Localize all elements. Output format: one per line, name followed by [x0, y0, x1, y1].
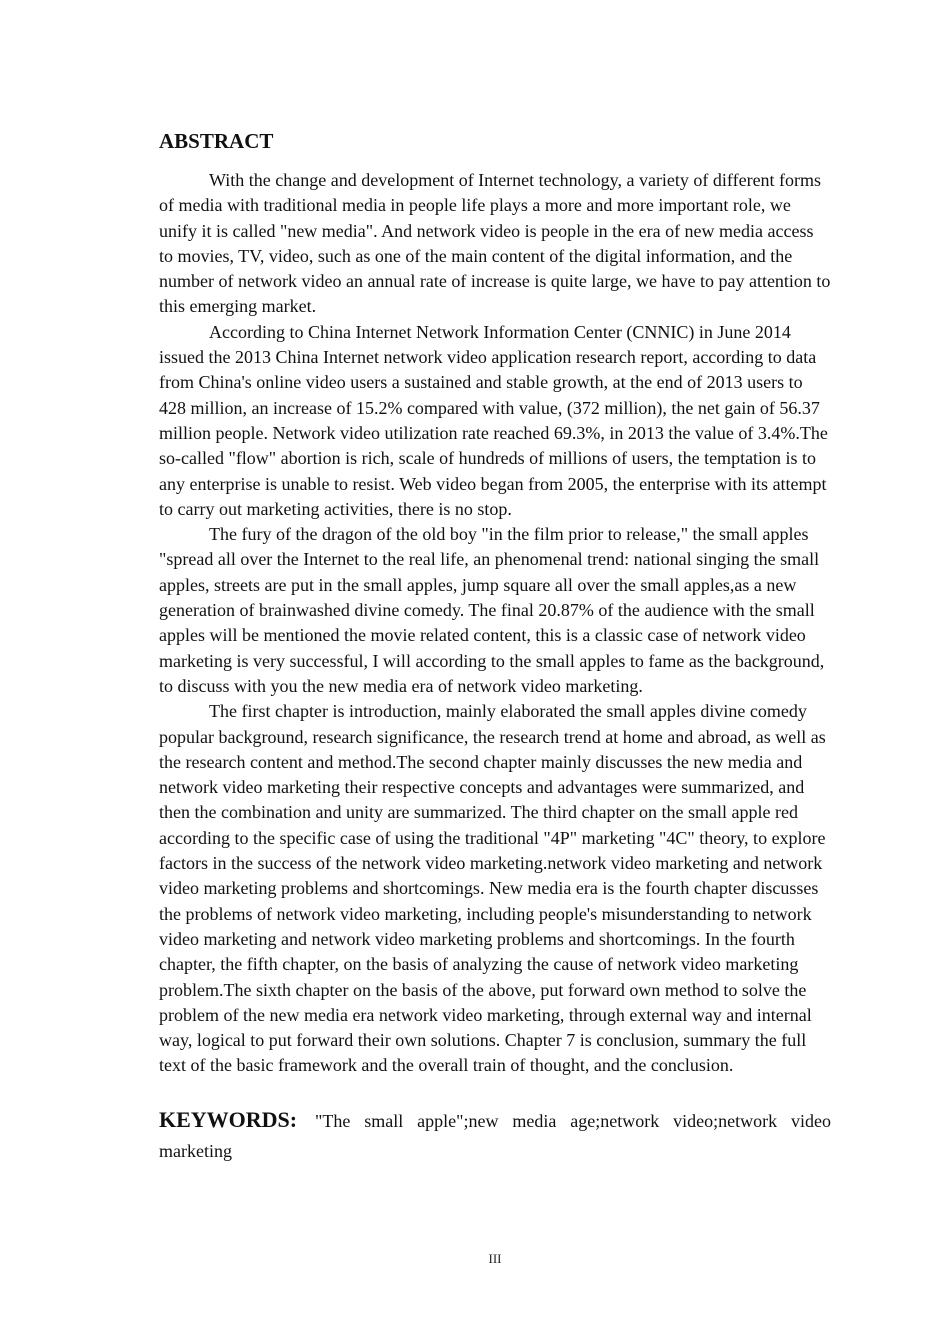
- keywords-section: [159, 1105, 831, 1166]
- abstract-paragraph-4: The first chapter is introduction, mainly elaborated the small apples divine comedy popular background, research significance, the research trend at home and abroad, as well as the research content and method.The second chapter mainly discusses the new media and network video marketing their respective concepts and advantages were summarized, and then the combination and unity are summarized. The third chapter on the small apple red according to the specific case of using the traditional "4P" marketing "4C" theory, to explore factors in the success of the network video marketing.network video marketing and network video marketing problems and shortcomings. New media era is the fourth chapter discusses the problems of network video marketing, including people's misunderstanding to network video marketing and network video marketing problems and shortcomings. In the fourth chapter, the fifth chapter, on the basis of analyzing the cause of network video marketing problem.The sixth chapter on the basis of the above, put forward own method to solve the problem of the new media era network video marketing, through external way and internal way, logical to put forward their own solutions. Chapter 7 is conclusion, summary the full text of the basic framework and the overall train of thought, and the conclusion.: [159, 701, 826, 1076]
- abstract-page: [159, 128, 831, 1166]
- abstract-paragraph-1: With the change and development of Internet technology, a variety of different forms of media with traditional media in people life plays a more and more important role, we unify it is called "new media". And network video is people in the era of new media access to movies, TV, video, such as one of the main content of the digital information, and the number of network video an annual rate of increase is quite large, we have to pay attention to this emerging market.: [159, 170, 831, 317]
- page-number: III: [488, 1251, 502, 1266]
- abstract-paragraph-3: The fury of the dragon of the old boy "in the film prior to release," the small apples "spread all over the Internet to the real life, an phenomenal trend: national singing the small apples, streets are put in the small apples, jump square all over the small apples,as a new generation of brainwashed divine comedy. The final 20.87% of the audience with the small apples will be mentioned the movie related content, this is a classic case of network video marketing is very successful, I will according to the small apples to fame as the background, to discuss with you the new media era of network video marketing.: [159, 524, 825, 696]
- keywords-text: "The small apple";new media age;network video;network video marketing: [159, 1110, 831, 1161]
- abstract-paragraph-2: According to China Internet Network Information Center (CNNIC) in June 2014 issued the 2013 China Internet network video application research report, according to data from China's online video users a sustained and stable growth, at the end of 2013 users to 428 million, an increase of 15.2% compared with value, (372 million), the net gain of 56.37 million people. Network video utilization rate reached 69.3%, in 2013 the value of 3.4%.The so-called "flow" abortion is rich, scale of hundreds of millions of users, the temptation is to any enterprise is unable to resist. Web video began from 2005, the enterprise with its attempt to carry out marketing activities, there is no stop.: [159, 321, 828, 519]
- abstract-heading: ABSTRACT: [159, 129, 274, 153]
- keywords-label: KEYWORDS:: [159, 1106, 298, 1132]
